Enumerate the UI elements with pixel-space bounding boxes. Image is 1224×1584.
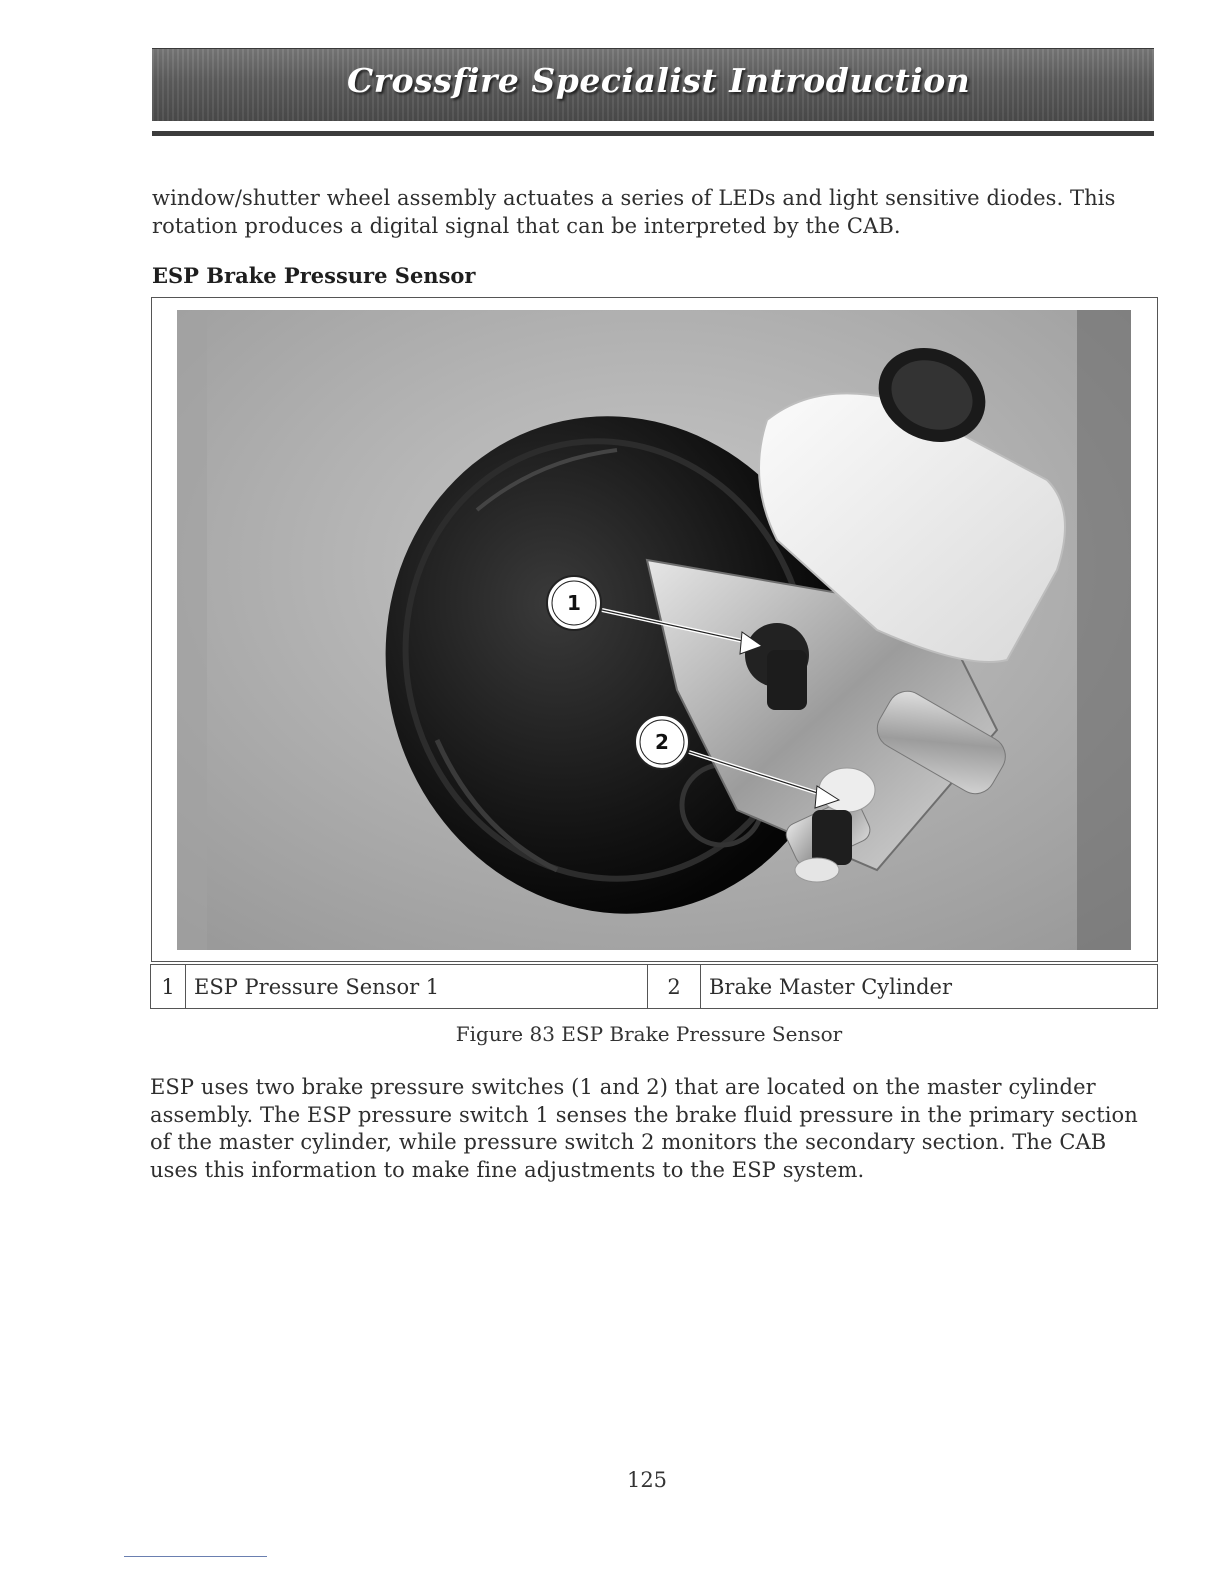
brake-booster-photo xyxy=(177,310,1131,950)
legend-label-1: ESP Pressure Sensor 1 xyxy=(186,965,648,1009)
header-rule xyxy=(152,131,1154,136)
chapter-title: Crossfire Specialist Introduction xyxy=(347,61,971,100)
intro-paragraph: window/shutter wheel assembly actuates a series of LEDs and light sensitive diodes. This rotation produces a digital signal that can be interpreted by the CAB. xyxy=(152,186,1116,238)
legend-label-2: Brake Master Cylinder xyxy=(701,965,1158,1009)
figure-legend-table xyxy=(150,964,1158,1009)
callout-2-label: 2 xyxy=(655,730,669,754)
photo-illustration xyxy=(177,310,1131,950)
footnote-rule xyxy=(124,1556,267,1557)
legend-number-1: 1 xyxy=(151,965,186,1009)
section-heading: ESP Brake Pressure Sensor xyxy=(152,263,476,288)
callout-1-label: 1 xyxy=(567,591,581,615)
page-number: 125 xyxy=(626,1468,668,1492)
legend-number-2: 2 xyxy=(648,965,701,1009)
description-paragraph: ESP uses two brake pressure switches (1 and 2) that are located on the master cylinder assembly. The ESP pressure switch 1 senses the brake fluid pressure in the primary section of the master cylinder, while pressure switch 2 monitors the secondary section. The CAB uses this information to make fine adjustments to the ESP system. xyxy=(150,1075,1138,1182)
figure-caption: Figure 83 ESP Brake Pressure Sensor xyxy=(455,1022,843,1046)
legend-row xyxy=(151,965,1158,1009)
chapter-banner xyxy=(152,48,1154,121)
